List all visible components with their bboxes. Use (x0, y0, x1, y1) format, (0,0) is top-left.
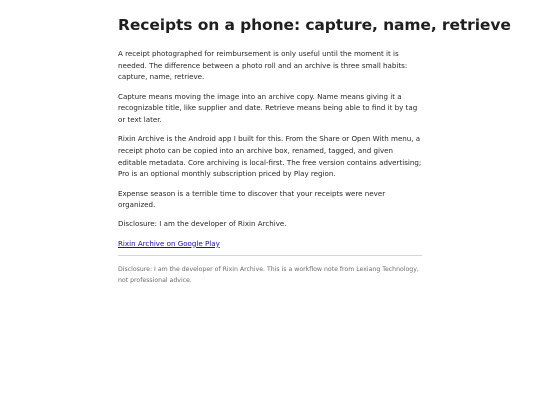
divider (118, 255, 422, 256)
footer-disclosure-note: Disclosure: I am the developer of Rixin Archive. This is a workflow note from Lexiang Technology, not professional advice. (118, 266, 419, 285)
paragraph-app-description: Rixin Archive is the Android app I built for this. From the Share or Open With menu, a receipt photo can be copied into an archive box, renamed, tagged, and given editable metadata. Core archiving is local-first. The free version contains advertising; Pro is an optional monthly subscription priced by Play region. (118, 134, 422, 179)
paragraph-disclosure: Disclosure: I am the developer of Rixin Archive. (118, 219, 287, 229)
article (118, 14, 511, 287)
paragraph-definitions: Capture means moving the image into an archive copy. Name means giving it a recognizable title, like supplier and date. Retrieve means being able to find it by tag or text later. (118, 91, 418, 125)
paragraph-expense-season: Expense season is a terrible time to discover that your receipts were never organized. (118, 188, 386, 210)
paragraph-intro: A receipt photographed for reimbursement is only useful until the moment it is needed. The difference between a photo roll and an archive is three small habits: capture, name, retrieve. (118, 49, 408, 82)
page-title: Receipts on a phone: capture, name, retrieve (118, 16, 511, 34)
link-paragraph (118, 238, 422, 250)
google-play-link[interactable]: Rixin Archive on Google Play (118, 238, 220, 248)
